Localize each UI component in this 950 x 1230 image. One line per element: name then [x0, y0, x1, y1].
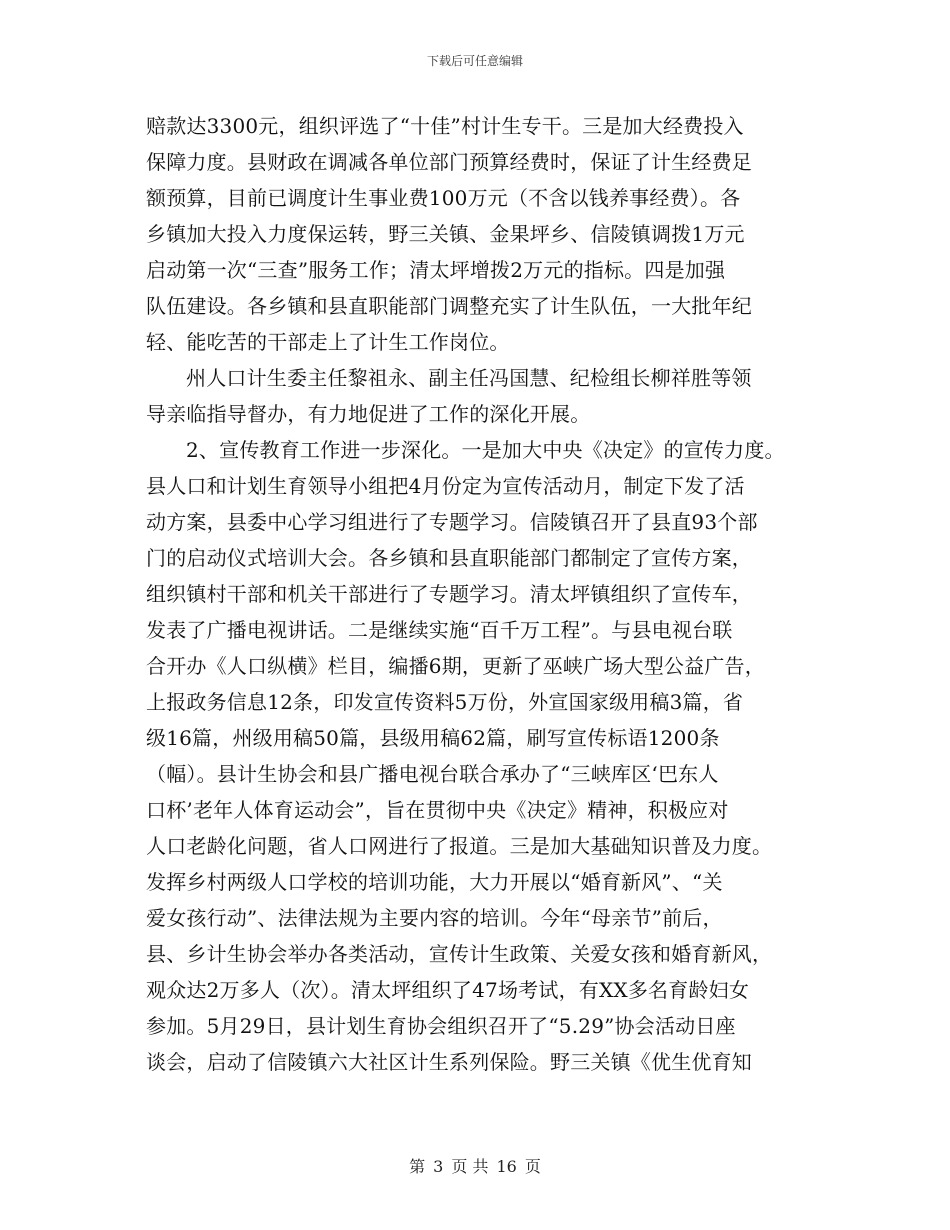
text-line: 动方案，县委中心学习组进行了专题学习。信陵镇召开了县直93个部 [146, 510, 758, 534]
footer-mid: 页 共 [451, 1157, 489, 1176]
text-line: 观众达2万多人（次）。清太坪组织了47场考试，有XX多名育龄妇女 [146, 978, 750, 1002]
text-line: 州人口计生委主任黎祖永、副主任冯国慧、纪检组长柳祥胜等领 [186, 366, 752, 390]
text-line: 赔款达3300元，组织评选了“十佳”村计生专干。三是加大经费投入 [146, 114, 744, 138]
text-line: （幅）。县计生协会和县广播电视台联合承办了“三峡库区‘巴东人 [146, 762, 719, 786]
text-line: 合开办《人口纵横》栏目，编播6期，更新了巫峡广场大型公益广告， [146, 654, 765, 678]
text-line: 保障力度。县财政在调减各单位部门预算经费时，保证了计生经费足 [146, 150, 752, 174]
footer-page-number: 3 [433, 1157, 444, 1176]
text-line: 口杯’老年人体育运动会”，旨在贯彻中央《决定》精神，积极应对 [146, 798, 729, 822]
text-line: 发表了广播电视讲话。二是继续实施“百千万工程”。与县电视台联 [146, 618, 733, 642]
text-line: 队伍建设。各乡镇和县直职能部门调整充实了计生队伍，一大批年纪 [146, 294, 752, 318]
text-line: 参加。5月29日，县计划生育协会组织召开了“5.29”协会活动日座 [146, 1014, 736, 1038]
text-line: 轻、能吃苦的干部走上了计生工作岗位。 [146, 330, 510, 354]
text-line: 启动第一次“三查”服务工作；清太坪增拨2万元的指标。四是加强 [146, 258, 726, 282]
text-line: 乡镇加大投入力度保运转，野三关镇、金果坪乡、信陵镇调拨1万元 [146, 222, 745, 246]
text-line: 发挥乡村两级人口学校的培训功能，大力开展以“婚育新风”、“关 [146, 870, 723, 894]
text-line: 爱女孩行动”、法律法规为主要内容的培训。今年“母亲节”前后， [146, 906, 723, 930]
text-line: 门的启动仪式培训大会。各乡镇和县直职能部门都制定了宣传方案， [146, 546, 752, 570]
page-header: 下载后可任意编辑 [426, 54, 523, 68]
text-line: 县、乡计生协会举办各类活动，宣传计生政策、关爱女孩和婚育新风， [146, 942, 773, 966]
text-line: 上报政务信息12条，印发宣传资料5万份，外宣国家级用稿3篇，省 [146, 690, 744, 714]
text-line: 谈会，启动了信陵镇六大社区计生系列保险。野三关镇《优生优育知 [146, 1050, 752, 1074]
text-line: 2、宣传教育工作进一步深化。一是加大中央《决定》的宣传力度。 [186, 438, 785, 462]
text-line: 县人口和计划生育领导小组把4月份定为宣传活动月，制定下发了活 [146, 474, 745, 498]
footer-prefix: 第 [409, 1157, 426, 1176]
text-line: 组织镇村干部和机关干部进行了专题学习。清太坪镇组织了宣传车， [146, 582, 752, 606]
page-footer [0, 1154, 950, 1177]
text-line: 额预算，目前已调度计生事业费100万元（不含以钱养事经费）。各 [146, 186, 741, 210]
text-line: 导亲临指导督办，有力地促进了工作的深化开展。 [146, 402, 591, 426]
footer-suffix: 页 [524, 1157, 541, 1176]
text-line: 人口老龄化问题，省人口网进行了报道。三是加大基础知识普及力度。 [146, 834, 773, 858]
text-line: 级16篇，州级用稿50篇，县级用稿62篇，刷写宣传标语1200条 [146, 726, 720, 750]
document-body [146, 108, 826, 1080]
footer-total-pages: 16 [496, 1157, 517, 1176]
